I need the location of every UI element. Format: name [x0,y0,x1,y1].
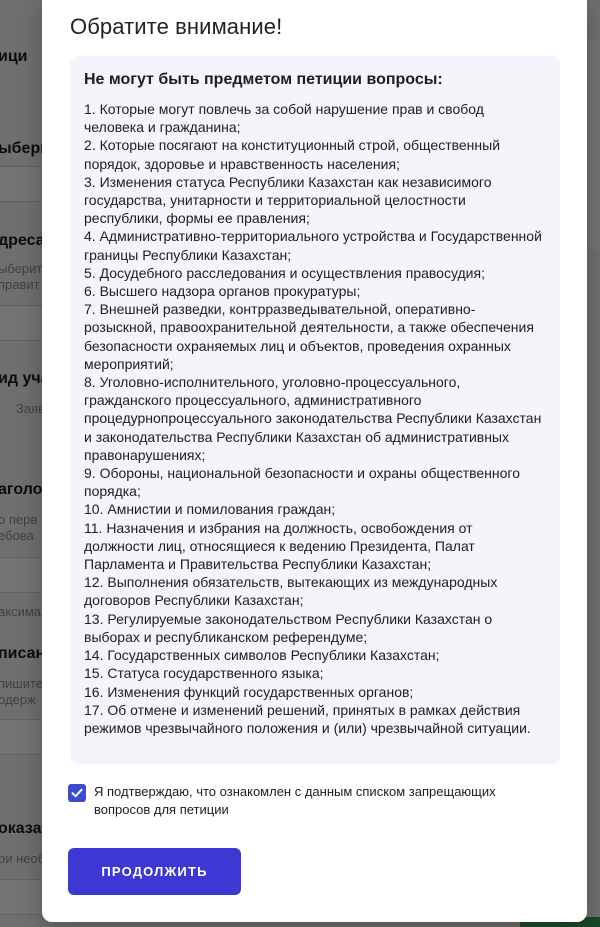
restricted-topic-item: 4. Административно-территориального устройства и Государственной границы Республики Казахстан; [84,228,542,263]
restricted-topic-item: 8. Уголовно-исполнительного, уголовно-процессуального, гражданского процессуального, административного процедурнопроцессуального законодательства Республики Казахстан и законодательства Республики Казахстан об административных правонарушениях; [84,374,542,463]
restricted-topic-item: 16. Изменения функций государственных органов; [84,683,414,700]
petition-notice-modal [42,0,587,922]
restricted-topic-item: 13. Регулируемые законодательством Республики Казахстан о выборах и республиканском референдуме; [84,610,493,645]
restricted-topic-item: 14. Государственных символов Республики Казахстан; [84,647,440,664]
restricted-topic-item: 7. Внешней разведки, контрразведывательной, оперативно-розыскной, правоохранительной деятельности, а также обеспечения безопасности охраняемых лиц и объектов, проведения охранных мероприятий; [84,301,534,372]
restricted-topic-item: 2. Которые посягают на конституционный строй, общественный порядок, здоровье и нравственность населения; [84,137,501,172]
restricted-topic-item: 5. Досудебного расследования и осуществления правосудия; [84,264,485,281]
confirm-checkbox-row[interactable] [68,783,538,819]
restricted-topics-notice [70,56,560,764]
restricted-topics-list [84,100,546,737]
notice-heading: Не могут быть предметом петиции вопросы: [84,71,443,88]
checkmark-icon [70,786,84,800]
continue-button[interactable]: ПРОДОЛЖИТЬ [68,848,241,895]
restricted-topic-item: 6. Высшего надзора органов прокуратуры; [84,283,361,300]
restricted-topic-item: 10. Амнистии и помилования граждан; [84,501,336,518]
restricted-topic-item: 12. Выполнения обязательств, вытекающих из международных договоров Республики Казахстан; [84,574,498,609]
restricted-topic-item: 1. Которые могут повлечь за собой нарушение прав и свобод человека и гражданина; [84,101,484,136]
restricted-topic-item: 11. Назначения и избрания на должность, освобождения от должности лиц, относящиеся к ведению Президента, Палат Парламента и Правительства Республики Казахстан; [84,519,475,573]
confirm-label: Я подтверждаю, что ознакомлен с данным списком запрещающих вопросов для петиции [94,784,496,817]
confirm-checkbox[interactable] [68,784,86,802]
modal-title: Обратите внимание! [70,14,283,39]
restricted-topic-item: 3. Изменения статуса Республики Казахстан как независимого государства, унитарности и территориальной целостности республики, формы ее правления; [84,173,492,227]
restricted-topic-item: 17. Об отмене и изменений решений, принятых в рамках действия режимов чрезвычайного положения и (или) чрезвычайной ситуации. [84,701,531,736]
restricted-topic-item: 9. Обороны, национальной безопасности и охраны общественного порядка; [84,465,521,500]
restricted-topic-item: 15. Статуса государственного языка; [84,665,324,682]
